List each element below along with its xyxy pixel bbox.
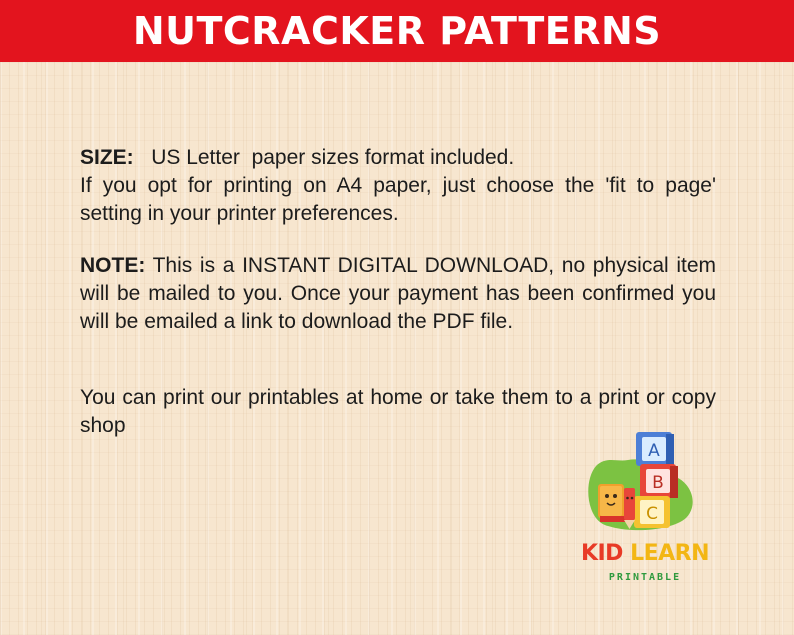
title-banner	[0, 0, 794, 62]
a4-note-paragraph: If you opt for printing on A4 paper, just choose the 'fit to page' setting in your printer preferences.	[80, 174, 716, 225]
svg-text:B: B	[652, 473, 664, 493]
block-a-icon	[636, 432, 674, 466]
svg-text:A: A	[648, 441, 660, 461]
size-text: US Letter paper sizes format included.	[151, 146, 515, 169]
description-body	[80, 144, 716, 440]
brand-name	[578, 541, 712, 567]
abc-blocks-icon	[578, 426, 718, 541]
note-paragraph	[80, 252, 716, 336]
brand-learn: LEARN	[630, 541, 710, 566]
size-paragraph	[80, 144, 716, 172]
book-character-icon	[598, 484, 626, 522]
svg-text:C: C	[646, 504, 658, 524]
size-label: SIZE:	[80, 146, 134, 169]
note-label: NOTE:	[80, 254, 146, 277]
brand-tagline: PRINTABLE	[608, 572, 682, 583]
page-title: NUTCRACKER PATTERNS	[132, 9, 662, 53]
block-c-icon	[634, 496, 670, 528]
block-b-icon	[640, 464, 678, 498]
print-paragraph: You can print our printables at home or take them to a print or copy shop	[80, 386, 716, 437]
note-text: This is a INSTANT DIGITAL DOWNLOAD, no physical item will be mailed to you. Once your payment has been confirmed you will be emailed a link to download the PDF file.	[80, 254, 716, 333]
brand-kid: KID	[580, 541, 623, 566]
